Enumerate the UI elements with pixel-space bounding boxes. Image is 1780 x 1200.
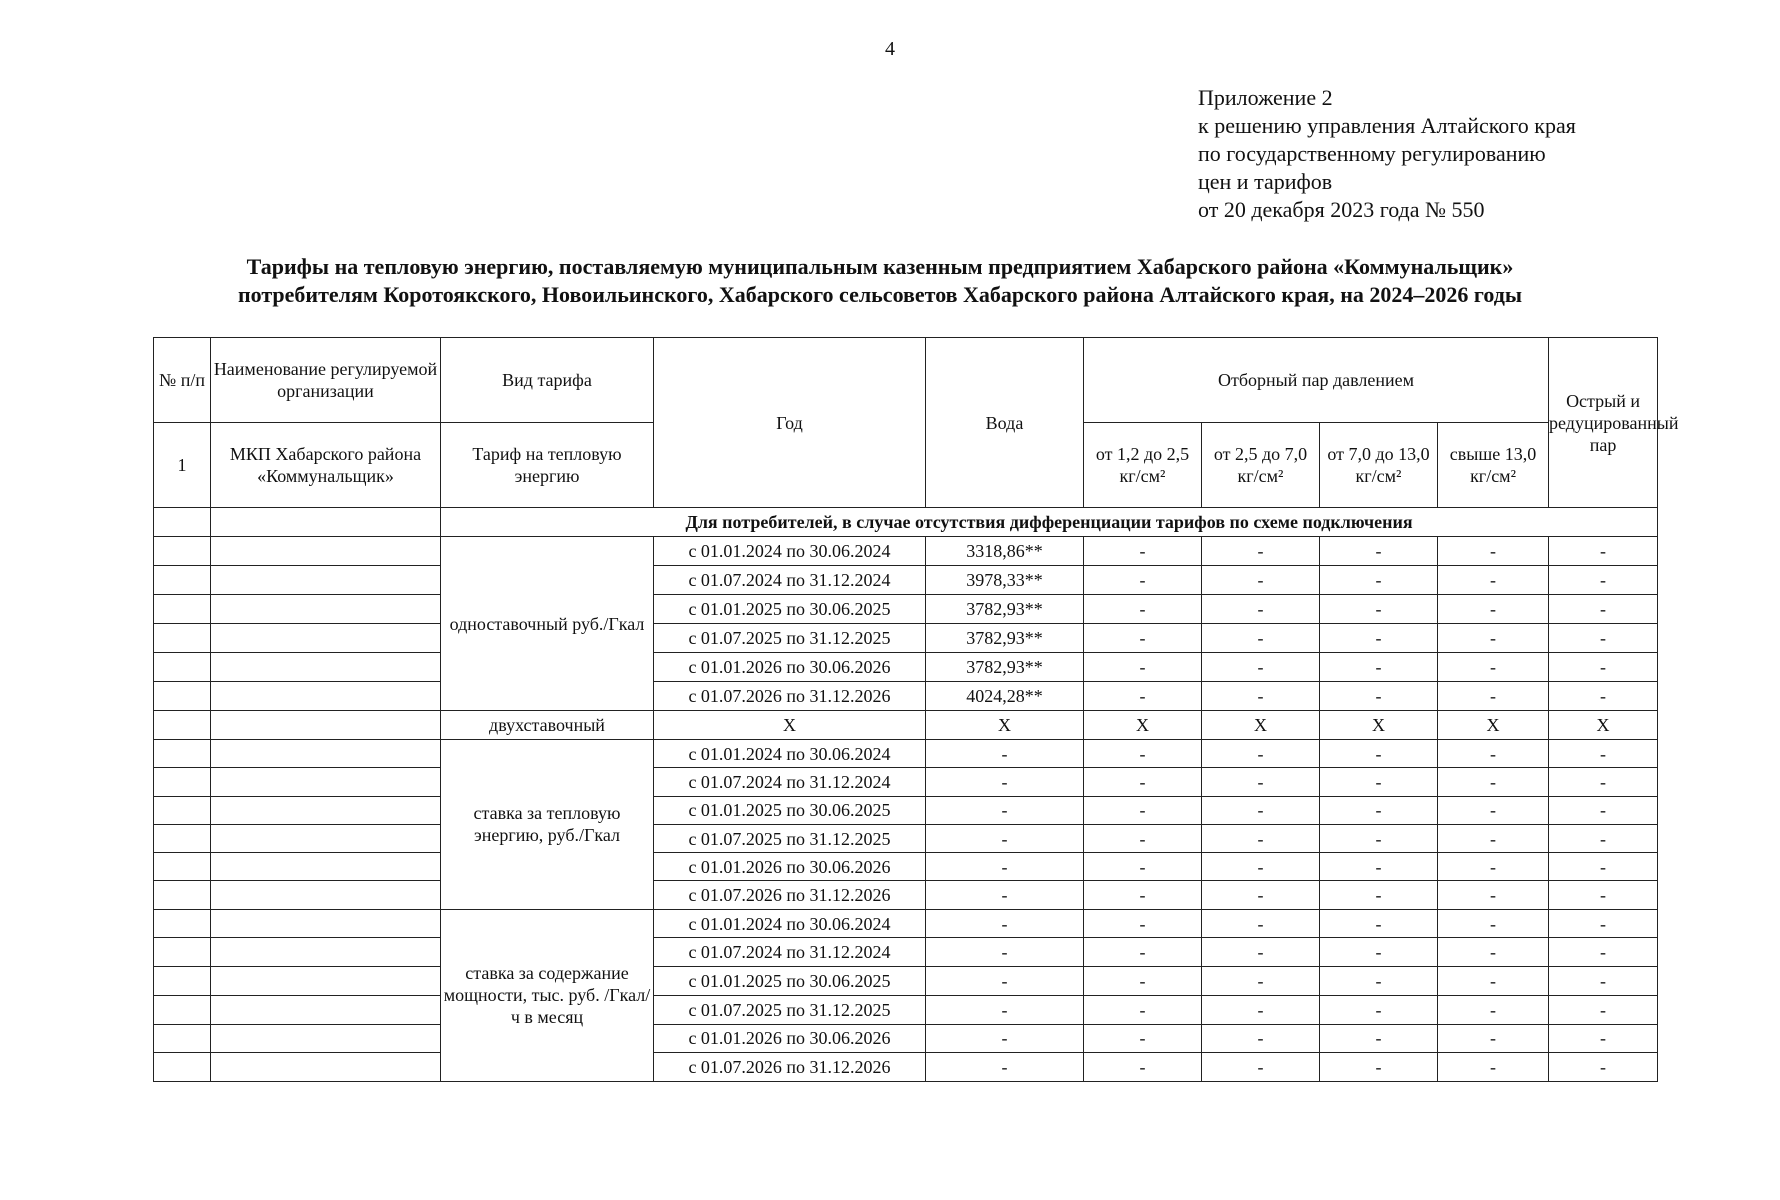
tariff-group-label: ставка за содержание мощности, тыс. руб. /Гкал/ч в месяц [441,909,654,1081]
empty-cell [154,967,211,996]
steam-value: - [1320,740,1438,768]
steam-value: - [1320,824,1438,852]
steam-value: - [1320,967,1438,996]
steam-value: - [1320,537,1438,566]
steam-value: - [1084,796,1202,824]
steam-value: - [1202,853,1320,881]
table-row [154,711,1658,740]
section-row [154,508,1658,537]
period-cell: с 01.07.2024 по 31.12.2024 [654,566,926,595]
empty-cell [211,995,441,1024]
header-type: Вид тарифа [441,338,654,423]
empty-cell [211,938,441,967]
water-value: - [926,1024,1084,1053]
empty-cell [211,1053,441,1082]
x-mark: Х [1320,711,1438,740]
steam-value: - [1202,938,1320,967]
header-steam: Отборный пар давлением [1084,338,1549,423]
steam-value: - [1084,653,1202,682]
empty-cell [154,508,211,537]
tariff-table-body [154,338,1679,1082]
table-row [154,853,1658,881]
period-cell: с 01.01.2025 по 30.06.2025 [654,967,926,996]
table-row [154,740,1658,768]
empty-cell [211,508,441,537]
empty-cell [211,682,441,711]
steam-value: - [1320,938,1438,967]
steam-value: - [1549,1024,1658,1053]
steam-value: - [1438,853,1549,881]
steam-value: - [1438,1053,1549,1082]
steam-value: - [1084,938,1202,967]
period-cell: с 01.01.2025 по 30.06.2025 [654,595,926,624]
water-value: 3782,93** [926,624,1084,653]
steam-value: - [1438,537,1549,566]
empty-cell [154,595,211,624]
section-title: Для потребителей, в случае отсутствия дифференциации тарифов по схеме подключения [441,508,1658,537]
water-value: - [926,853,1084,881]
table-row [154,881,1658,909]
steam-value: - [1438,566,1549,595]
empty-cell [154,938,211,967]
table-row [154,566,1658,595]
water-value: - [926,909,1084,938]
steam-value: - [1320,1024,1438,1053]
period-cell: с 01.01.2026 по 30.06.2026 [654,853,926,881]
empty-cell [154,537,211,566]
steam-value: - [1320,653,1438,682]
empty-cell [211,853,441,881]
empty-cell [211,967,441,996]
steam-value: - [1438,881,1549,909]
header-sharp-steam: Острый и редуцированный пар [1549,338,1658,508]
empty-cell [211,1024,441,1053]
appendix-line: цен и тарифов [1198,169,1333,194]
steam-value: - [1438,909,1549,938]
empty-cell [154,1053,211,1082]
period-cell: с 01.07.2025 по 31.12.2025 [654,995,926,1024]
water-value: 4024,28** [926,682,1084,711]
steam-value: - [1084,1053,1202,1082]
appendix-line: к решению управления Алтайского края [1198,113,1576,138]
steam-value: - [1549,796,1658,824]
period-cell: с 01.01.2026 по 30.06.2026 [654,1024,926,1053]
tariff-group-label: одноставочный руб./Гкал [441,537,654,711]
steam-value: - [1202,995,1320,1024]
steam-value: - [1549,624,1658,653]
empty-cell [211,909,441,938]
steam-value: - [1549,967,1658,996]
steam-value: - [1084,682,1202,711]
empty-cell [154,682,211,711]
table-row [154,1053,1658,1082]
water-value: 3782,93** [926,595,1084,624]
empty-cell [154,796,211,824]
empty-cell [154,824,211,852]
water-value: - [926,938,1084,967]
empty-cell [154,566,211,595]
header-org: Наименование регулируемой организации [211,338,441,423]
x-mark: Х [1084,711,1202,740]
empty-cell [154,995,211,1024]
steam-value: - [1438,768,1549,796]
steam-value: - [1438,995,1549,1024]
period-cell: с 01.01.2025 по 30.06.2025 [654,796,926,824]
header-pressure-1: от 1,2 до 2,5 кг/см² [1084,423,1202,508]
steam-value: - [1549,938,1658,967]
steam-value: - [1202,740,1320,768]
water-value: - [926,967,1084,996]
empty-cell [211,566,441,595]
page-number: 4 [885,38,895,60]
steam-value: - [1202,768,1320,796]
steam-value: - [1549,653,1658,682]
title-line: потребителям Коротоякского, Новоильинского, Хабарского сельсоветов Хабарского района Алтайского края, на 2024–2026 годы [237,282,1523,307]
period-cell: с 01.07.2026 по 31.12.2026 [654,682,926,711]
steam-value: - [1084,624,1202,653]
steam-value: - [1438,967,1549,996]
table-row [154,768,1658,796]
steam-value: - [1320,595,1438,624]
steam-value: - [1202,1024,1320,1053]
steam-value: - [1438,595,1549,624]
empty-cell [211,824,441,852]
steam-value: - [1320,768,1438,796]
steam-value: - [1084,881,1202,909]
steam-value: - [1320,1053,1438,1082]
period-cell: с 01.01.2024 по 30.06.2024 [654,909,926,938]
steam-value: - [1438,824,1549,852]
title-line: Тарифы на тепловую энергию, поставляемую муниципальным казенным предприятием Хабарского района «Коммунальщик» [246,254,1514,279]
table-row [154,682,1658,711]
empty-cell [154,653,211,682]
water-value: 3978,33** [926,566,1084,595]
empty-cell [211,595,441,624]
steam-value: - [1438,653,1549,682]
water-value: - [926,768,1084,796]
table-row [154,1024,1658,1053]
water-value: 3782,93** [926,653,1084,682]
header-water: Вода [926,338,1084,508]
period-cell: с 01.07.2025 по 31.12.2025 [654,624,926,653]
tariff-group-label: двухставочный [441,711,654,740]
empty-cell [154,881,211,909]
steam-value: - [1549,566,1658,595]
steam-value: - [1202,796,1320,824]
water-value: - [926,824,1084,852]
steam-value: - [1320,624,1438,653]
steam-value: - [1549,595,1658,624]
steam-value: - [1202,967,1320,996]
header-num: № п/п [154,338,211,423]
x-mark: Х [1438,711,1549,740]
steam-value: - [1202,566,1320,595]
empty-cell [154,740,211,768]
empty-cell [154,853,211,881]
period-cell: с 01.07.2026 по 31.12.2026 [654,1053,926,1082]
header-row [154,338,1658,423]
period-cell: с 01.07.2025 по 31.12.2025 [654,824,926,852]
steam-value: - [1202,595,1320,624]
steam-value: - [1320,909,1438,938]
table-row [154,938,1658,967]
steam-value: - [1084,537,1202,566]
period-cell: с 01.07.2026 по 31.12.2026 [654,881,926,909]
steam-value: - [1202,1053,1320,1082]
appendix-line: Приложение 2 [1198,85,1333,110]
steam-value: - [1438,624,1549,653]
document-title [160,253,1600,309]
steam-value: - [1084,595,1202,624]
steam-value: - [1438,682,1549,711]
water-value: - [926,1053,1084,1082]
steam-value: - [1549,1053,1658,1082]
period-cell: с 01.07.2024 по 31.12.2024 [654,938,926,967]
table-row [154,967,1658,996]
empty-cell [154,768,211,796]
steam-value: - [1084,566,1202,595]
tariff-name: Тариф на тепловую энергию [441,423,654,508]
steam-value: - [1084,853,1202,881]
steam-value: - [1549,537,1658,566]
empty-cell [154,624,211,653]
steam-value: - [1084,909,1202,938]
x-mark: Х [1202,711,1320,740]
header-year: Год [654,338,926,508]
table-row [154,909,1658,938]
steam-value: - [1084,1024,1202,1053]
empty-cell [211,711,441,740]
empty-cell [211,653,441,682]
steam-value: - [1438,796,1549,824]
header-pressure-2: от 2,5 до 7,0 кг/см² [1202,423,1320,508]
steam-value: - [1320,796,1438,824]
x-mark: Х [926,711,1084,740]
steam-value: - [1320,995,1438,1024]
period-cell: с 01.07.2024 по 31.12.2024 [654,768,926,796]
steam-value: - [1320,881,1438,909]
empty-cell [211,881,441,909]
steam-value: - [1084,995,1202,1024]
steam-value: - [1084,824,1202,852]
steam-value: - [1438,1024,1549,1053]
steam-value: - [1549,881,1658,909]
steam-value: - [1202,881,1320,909]
table-row [154,824,1658,852]
water-value: 3318,86** [926,537,1084,566]
empty-cell [211,768,441,796]
steam-value: - [1202,653,1320,682]
period-cell: с 01.01.2026 по 30.06.2026 [654,653,926,682]
water-value: - [926,995,1084,1024]
header-pressure-3: от 7,0 до 13,0 кг/см² [1320,423,1438,508]
steam-value: - [1202,537,1320,566]
steam-value: - [1438,938,1549,967]
empty-cell [211,624,441,653]
steam-value: - [1320,682,1438,711]
water-value: - [926,740,1084,768]
steam-value: - [1549,995,1658,1024]
steam-value: - [1549,682,1658,711]
empty-cell [211,796,441,824]
steam-value: - [1202,909,1320,938]
period-cell: с 01.01.2024 по 30.06.2024 [654,537,926,566]
steam-value: - [1202,682,1320,711]
steam-value: - [1084,967,1202,996]
steam-value: - [1320,853,1438,881]
x-mark: Х [654,711,926,740]
empty-cell [211,740,441,768]
empty-cell [211,537,441,566]
table-row [154,624,1658,653]
steam-value: - [1549,740,1658,768]
water-value: - [926,796,1084,824]
steam-value: - [1084,768,1202,796]
empty-cell [154,909,211,938]
period-cell: с 01.01.2024 по 30.06.2024 [654,740,926,768]
steam-value: - [1549,909,1658,938]
steam-value: - [1084,740,1202,768]
steam-value: - [1549,853,1658,881]
row-num: 1 [154,423,211,508]
steam-value: - [1549,824,1658,852]
table-row [154,595,1658,624]
header-pressure-4: свыше 13,0 кг/см² [1438,423,1549,508]
steam-value: - [1549,768,1658,796]
steam-value: - [1320,566,1438,595]
tariff-group-label: ставка за тепловую энергию, руб./Гкал [441,740,654,910]
table-row [154,537,1658,566]
appendix-line: по государственному регулированию [1198,141,1546,166]
steam-value: - [1202,824,1320,852]
tariff-table [153,337,1679,1082]
appendix-block [1198,84,1576,224]
empty-cell [154,711,211,740]
steam-value: - [1202,624,1320,653]
empty-cell [154,1024,211,1053]
x-mark: Х [1549,711,1658,740]
appendix-line: от 20 декабря 2023 года № 550 [1198,197,1485,222]
org-name: МКП Хабарского района «Коммунальщик» [211,423,441,508]
table-row [154,653,1658,682]
table-row [154,796,1658,824]
steam-value: - [1438,740,1549,768]
table-row [154,995,1658,1024]
water-value: - [926,881,1084,909]
